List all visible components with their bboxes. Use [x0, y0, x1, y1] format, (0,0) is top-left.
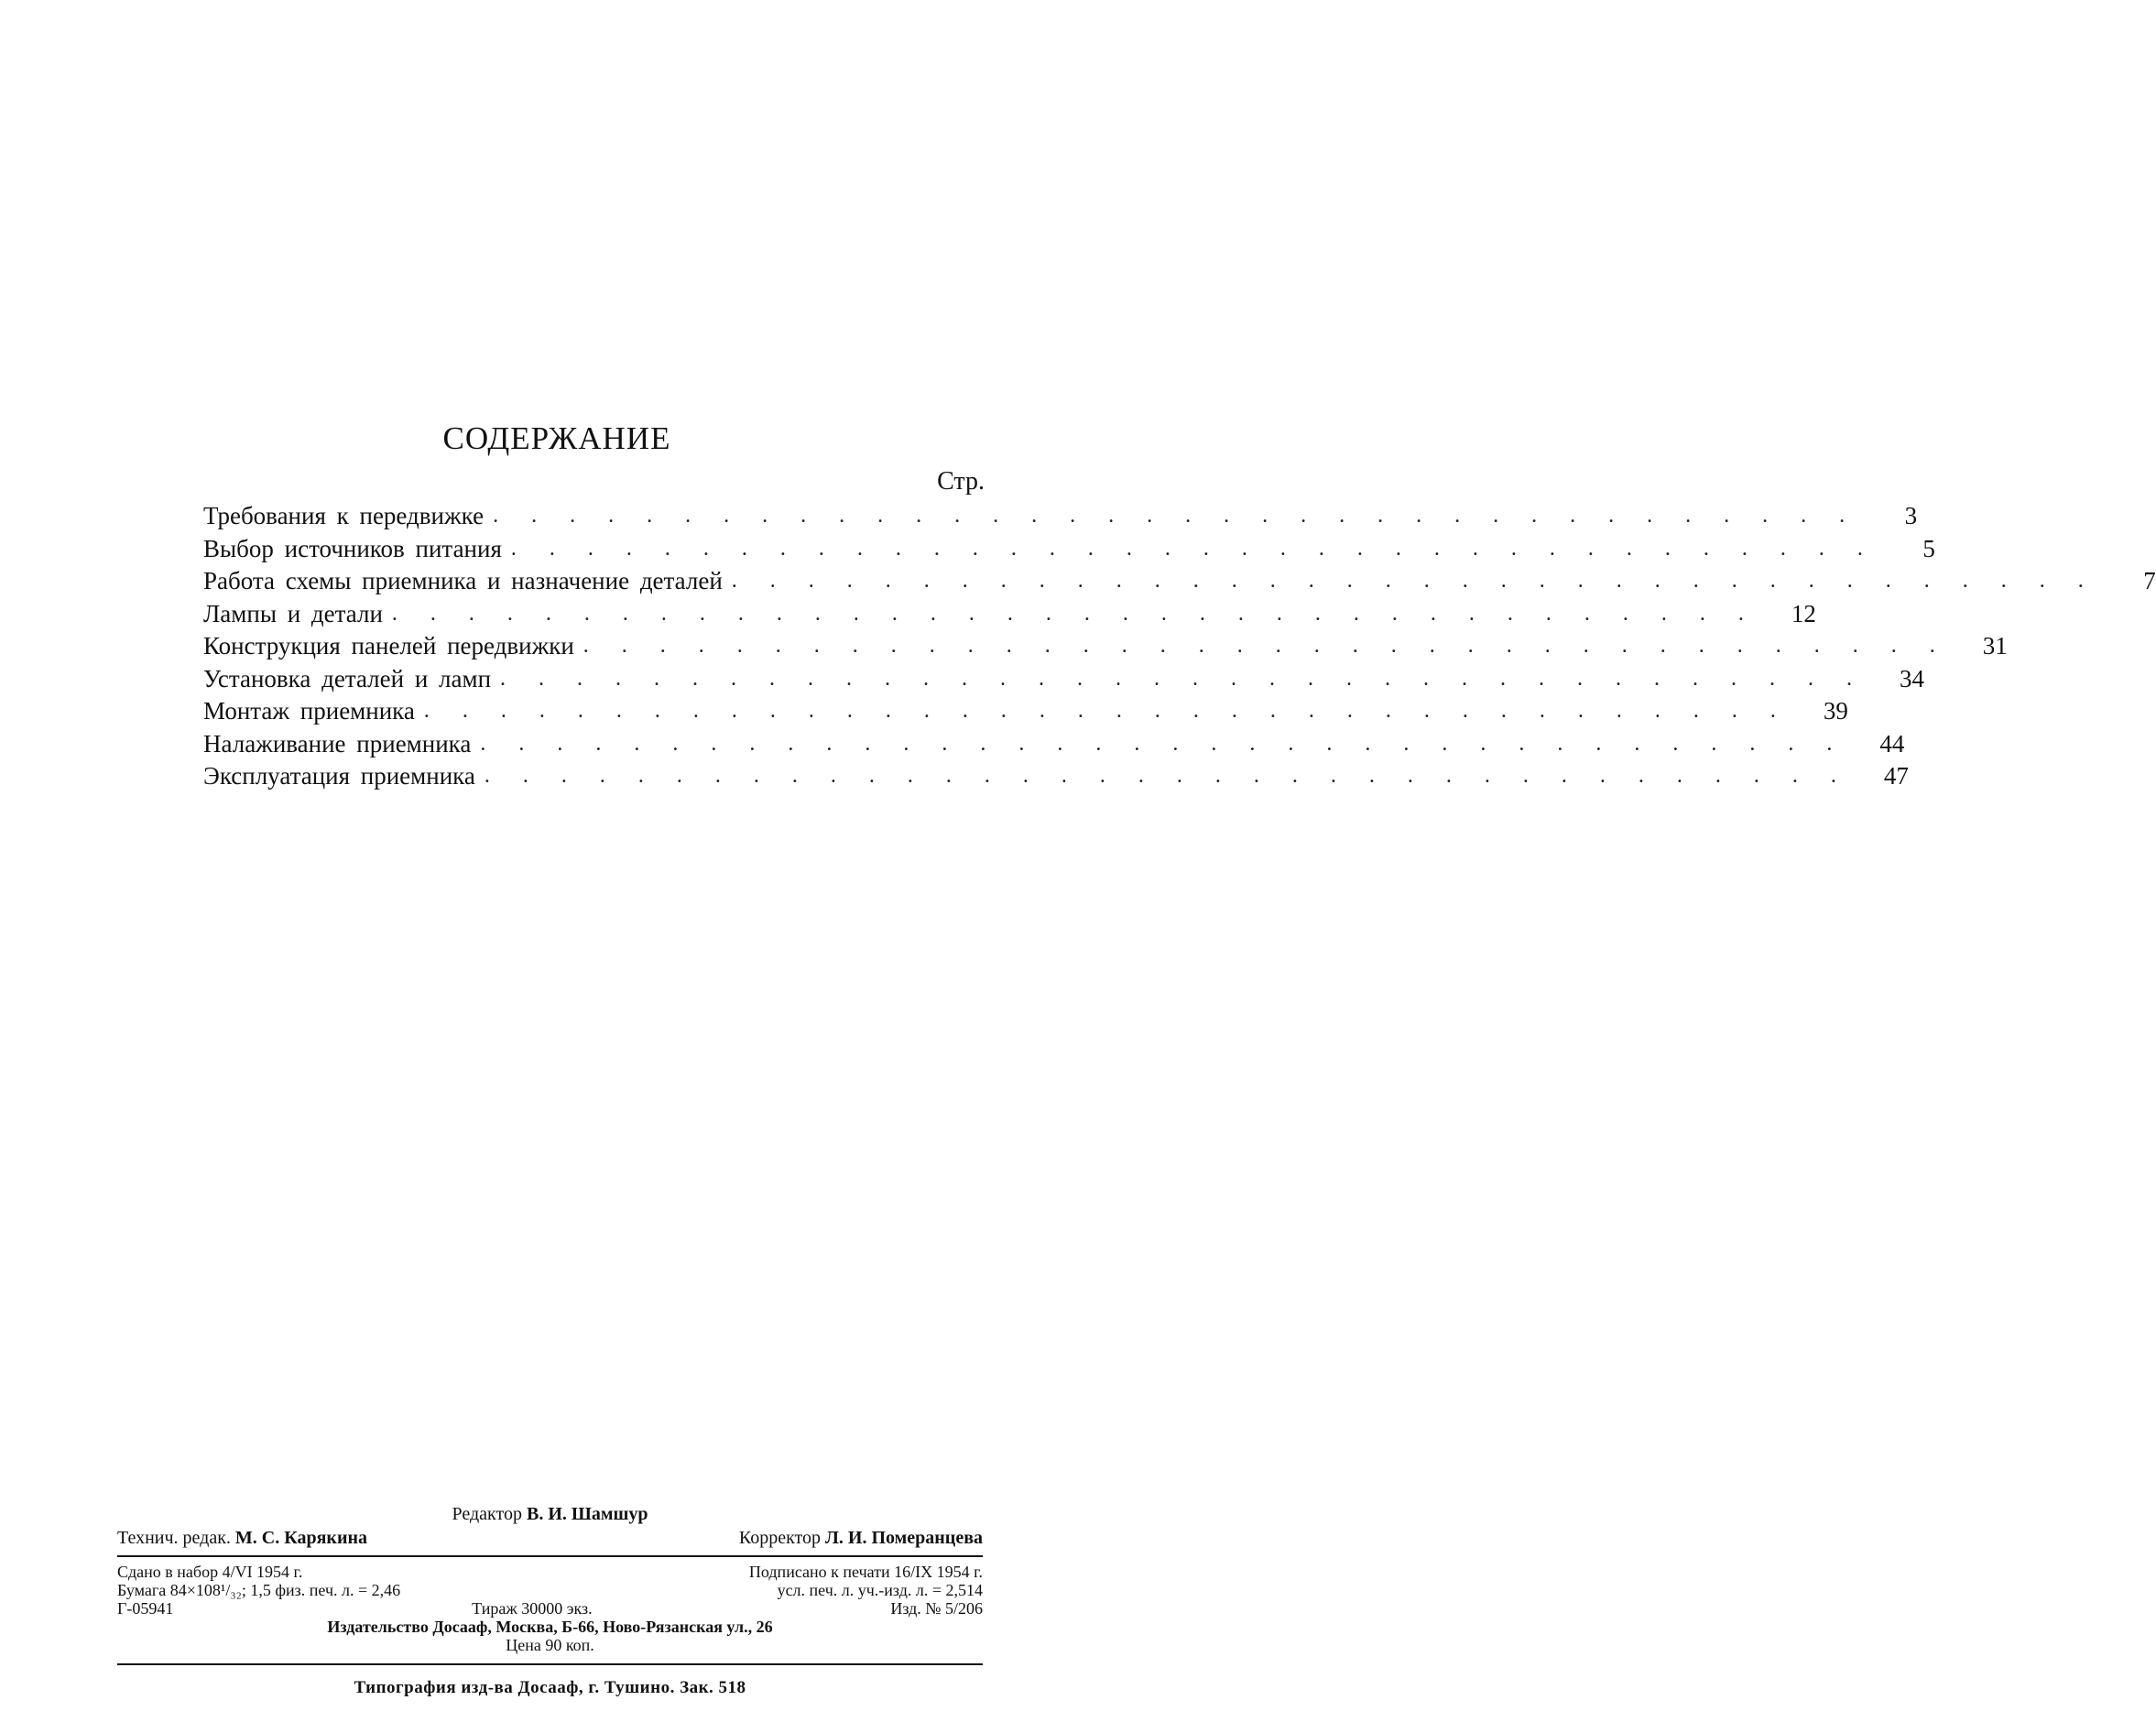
divider-rule	[117, 1555, 983, 1557]
dot-leader: . . . . . . . . . . . . . . . . . . . . . . . . . . . . . . . . . . . .	[500, 666, 1867, 691]
editor-role: Редактор	[452, 1504, 522, 1524]
typeset-date: Сдано в набор 4/VI 1954 г.	[117, 1563, 303, 1581]
toc-entry-page: 5	[1922, 534, 1935, 562]
editor-line	[117, 1502, 983, 1526]
toc-entry	[203, 630, 2008, 663]
toc-entry-page: 44	[1879, 729, 1905, 757]
toc-entry-label: Лампы и детали	[203, 599, 383, 627]
toc-entry-page: 47	[1883, 762, 1909, 790]
toc-entry-page: 12	[1791, 599, 1816, 627]
toc-entry-page: 34	[1900, 664, 1925, 692]
signed-date: Подписано к печати 16/IX 1954 г.	[748, 1563, 983, 1581]
toc-entry	[203, 500, 1918, 533]
toc-entry-label: Эксплуатация приемника	[203, 762, 475, 790]
toc-entry-page: 3	[1904, 502, 1918, 530]
censor-code: Г-05941	[117, 1599, 174, 1618]
dot-leader: . . . . . . . . . . . . . . . . . . . . . . . . . . . . . . . . . . . .	[583, 634, 1949, 659]
dot-leader: . . . . . . . . . . . . . . . . . . . . . . . . . . . . . . . . . . . .	[480, 731, 1846, 756]
toc-entry-label: Налаживание приемника	[203, 729, 472, 757]
paper-format: Бумага 84×108¹/₃₂; 1,5 физ. печ. л. = 2,46	[117, 1581, 401, 1599]
dot-leader: . . . . . . . . . . . . . . . . . . . . . . . . . . . . . . . . . . . .	[484, 764, 1850, 789]
dot-leader: . . . . . . . . . . . . . . . . . . . . . . . . . . . . . . . . . . . .	[423, 699, 1790, 724]
toc-entry	[203, 728, 1905, 761]
toc-entry-label: Выбор источников питания	[203, 534, 502, 562]
code-row	[117, 1599, 983, 1618]
page-column-header: Стр.	[937, 467, 985, 496]
tech-editor-credit	[117, 1526, 367, 1550]
proofreader-name: Л. И. Померанцева	[825, 1528, 983, 1548]
dot-leader: . . . . . . . . . . . . . . . . . . . . . . . . . . . . . . . . . . . .	[493, 504, 1859, 529]
toc-entry-label: Установка деталей и ламп	[203, 664, 492, 692]
price: Цена 90 коп.	[506, 1636, 594, 1654]
toc-entry-page: 39	[1823, 697, 1848, 725]
tech-editor-role: Технич. редак.	[117, 1528, 231, 1548]
toc-entry-label: Требования к передвижке	[203, 502, 485, 530]
publisher-address: Издательство Досааф, Москва, Б-66, Ново-Рязанская ул., 26	[327, 1618, 773, 1636]
tech-credits-row	[117, 1526, 983, 1550]
toc-entry	[203, 695, 1848, 728]
print-run: Тираж 30000 экз.	[472, 1599, 593, 1618]
toc-entry	[203, 598, 1816, 631]
toc-entry	[203, 760, 1909, 793]
paper-row	[117, 1581, 983, 1599]
toc-entry-label: Монтаж приемника	[203, 697, 415, 725]
proofreader-credit	[739, 1526, 983, 1550]
toc-entry	[203, 663, 1925, 696]
publication-number: Изд. № 5/206	[890, 1599, 983, 1618]
proofreader-role: Корректор	[738, 1528, 822, 1548]
editor-name: В. И. Шамшур	[526, 1504, 648, 1524]
typeset-row	[117, 1563, 983, 1581]
toc-entry-page: 7	[2143, 567, 2156, 595]
toc-entry-label: Работа схемы приемника и назначение деталей	[203, 567, 723, 595]
toc-entry	[203, 533, 1935, 566]
dot-leader: . . . . . . . . . . . . . . . . . . . . . . . . . . . . . . . . . . . .	[510, 536, 1877, 561]
divider-rule-bottom	[117, 1663, 983, 1665]
printer-line: Типография изд-ва Досааф, г. Тушино. Зак. 518	[354, 1678, 746, 1697]
toc-entry	[203, 565, 2156, 598]
toc-entry-page: 31	[1982, 632, 2008, 660]
toc-entry-label: Конструкция панелей передвижки	[203, 632, 574, 660]
dot-leader: . . . . . . . . . . . . . . . . . . . . . . . . . . . . . . . . . . . .	[731, 569, 2097, 594]
table-of-contents	[203, 500, 2156, 793]
dot-leader: . . . . . . . . . . . . . . . . . . . . . . . . . . . . . . . . . . . .	[391, 601, 1758, 626]
sheet-count: усл. печ. л. уч.-изд. л. = 2,514	[777, 1581, 983, 1599]
colophon	[117, 1502, 983, 1698]
tech-editor-name: М. С. Карякина	[234, 1528, 367, 1548]
toc-title: СОДЕРЖАНИЕ	[442, 420, 671, 457]
